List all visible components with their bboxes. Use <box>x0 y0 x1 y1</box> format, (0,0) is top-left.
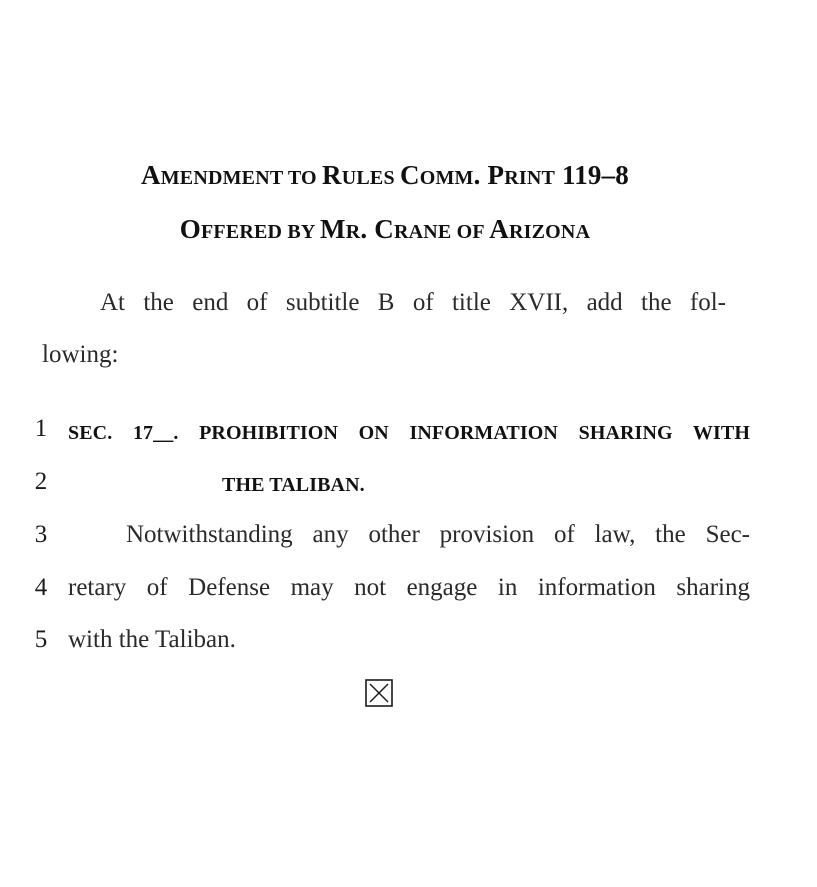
instruction-text-line-2: lowing: <box>42 341 119 368</box>
title-letter: P <box>487 160 505 190</box>
section-heading-line-1: SEC. 17__. PROHIBITION ON INFORMATION SHARING WITH <box>68 422 750 444</box>
title-smallcaps: MENDMENT TO <box>160 167 323 189</box>
title-smallcaps: ULES <box>341 167 400 189</box>
amendment-title <box>0 160 770 191</box>
title-letter: A <box>141 160 161 190</box>
title-smallcaps: OMM <box>419 167 474 189</box>
offered-by-line <box>0 214 770 245</box>
title-letter: A <box>489 214 509 244</box>
title-smallcaps: RIZONA <box>509 221 591 243</box>
title-letter: R <box>322 160 342 190</box>
title-letter: C <box>399 160 420 190</box>
instruction-text-line-1: At the end of subtitle B of title XVII, add the fol- <box>100 289 726 316</box>
title-number: 119–8 <box>555 160 629 190</box>
title-punct: . <box>473 160 488 190</box>
line-number: 1 <box>34 415 48 442</box>
section-body-line-3: Notwithstanding any other provision of law, the Sec- <box>126 521 750 548</box>
title-smallcaps: FFERED BY <box>200 221 321 243</box>
title-punct: . <box>360 214 375 244</box>
title-smallcaps: R <box>345 221 361 243</box>
title-letter: M <box>320 214 346 244</box>
section-body-line-4: retary of Defense may not engage in information sharing <box>68 574 750 601</box>
line-number: 5 <box>34 626 48 653</box>
title-smallcaps: RINT <box>504 167 556 189</box>
title-letter: C <box>374 214 394 244</box>
section-heading-line-2: THE TALIBAN. <box>222 474 365 496</box>
section-body-line-5: with the Taliban. <box>68 626 236 653</box>
boxed-x-icon <box>365 679 393 707</box>
line-number: 4 <box>34 574 48 601</box>
title-letter: O <box>179 214 201 244</box>
line-number: 3 <box>34 521 48 548</box>
line-number: 2 <box>34 468 48 495</box>
title-smallcaps: RANE OF <box>393 221 490 243</box>
